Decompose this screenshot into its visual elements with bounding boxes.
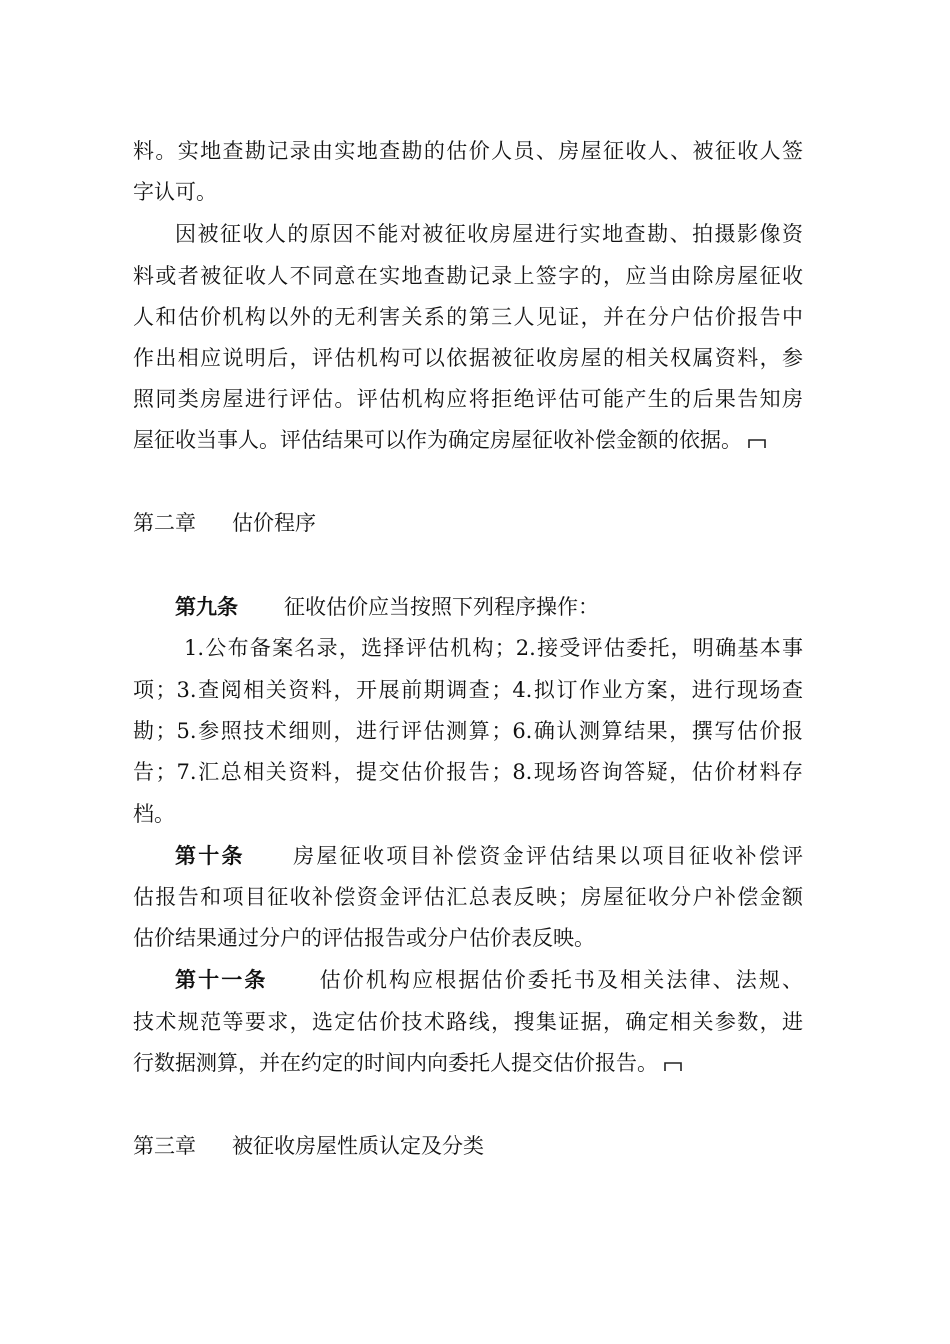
list-line: 1.公布备案名录，选择评估机构；2.接受评估委托，明确基本事 [184,636,803,660]
article-line [175,592,599,622]
article-line: 估价结果通过分户的评估报告或分户估价表反映。 [133,926,595,950]
article-text: 房屋征收项目补偿资金评估结果以项目征收补偿评 [290,844,804,868]
article-title: 第九条 [175,594,238,619]
article-line: 估报告和项目征收补偿资金评估汇总表反映；房屋征收分户补偿金额 [133,885,803,909]
article-line: 技术规范等要求，选定估价技术路线，搜集证据，确定相关参数，进 [133,1010,803,1034]
paragraph-line: 照同类房屋进行评估。评估机构应将拒绝评估可能产生的后果告知房 [133,387,803,411]
paragraph-line: 料或者被征收人不同意在实地查勘记录上签字的，应当由除房屋征收 [133,264,803,288]
paragraph-line: 因被征收人的原因不能对被征收房屋进行实地查勘、拍摄影像资 [175,222,803,246]
list-line: 项；3.查阅相关资料，开展前期调查；4.拟订作业方案，进行现场查 [133,678,803,702]
paragraph-text: 屋征收当事人。评估结果可以作为确定房屋征收补偿金额的依据。 [133,428,742,452]
chapter-number: 第三章 [133,1134,196,1158]
paragraph-line: 料。实地查勘记录由实地查勘的估价人员、房屋征收人、被征收人签 [133,139,803,163]
article-title: 第十一条 [175,967,268,992]
article-text: 征收估价应当按照下列程序操作： [284,595,599,619]
paragraph-line: 人和估价机构以外的无利害关系的第三人见证，并在分户估价报告中 [133,305,803,329]
section-break-mark-icon [748,437,766,449]
article-text: 估价机构应根据估价委托书及相关法律、法规、 [317,968,804,992]
paragraph-line: 字认可。 [133,180,217,204]
list-line: 档。 [133,802,175,826]
section-break-mark-icon [664,1060,682,1072]
chapter-number: 第二章 [133,511,196,535]
chapter-title: 估价程序 [232,511,316,535]
chapter-title: 被征收房屋性质认定及分类 [232,1134,484,1158]
list-line: 告；7.汇总相关资料，提交估价报告；8.现场咨询答疑，估价材料存 [133,760,803,784]
article-line [175,965,803,995]
paragraph-line-last [133,425,766,455]
article-title: 第十条 [175,843,245,868]
chapter-heading [133,1131,484,1161]
article-line [175,841,803,871]
article-line-last [133,1048,682,1078]
paragraph-line: 作出相应说明后，评估机构可以依据被征收房屋的相关权属资料，参 [133,346,803,370]
list-line: 勘；5.参照技术细则，进行评估测算；6.确认测算结果，撰写估价报 [133,719,803,743]
article-text: 行数据测算，并在约定的时间内向委托人提交估价报告。 [133,1051,658,1075]
chapter-heading [133,508,316,538]
